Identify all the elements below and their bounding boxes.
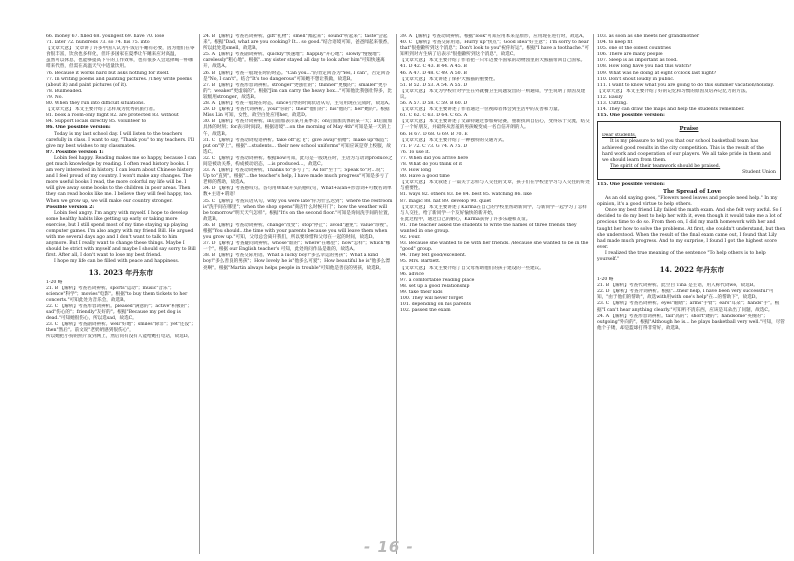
essay-paragraph: Lobin feel angry. I'm angry with myself. I hope to develop some healthy habits like getting up early or taking more exercise, but I still spend most of my time staying up playing computer games. I'm also angry with my friend Bill. He argued with me several days ago and I don't want to talk to him anymore. But I really want to change these things. Maybe I should be strict with myself and maybe I should say sorry to Bill first. After all, I don't want to lose my best friend. — [46, 210, 196, 259]
answer-line: 112. Easily — [597, 94, 623, 100]
version-heading: 87. Possible version 1: — [46, 149, 104, 155]
article-summary: 在此过程中，通过自己的耐心，Karma获得了许多乐趣和友谊。 — [400, 216, 531, 222]
article-summary: 【文章大意】 本文主要讲述了Karma在自己的学校里帮助新同学，与新同学一起学习了怎样与人交往，给了新同学一个友好愉快的新开始， — [400, 204, 587, 216]
answer-line: 110. Don't shout loudly in public. — [597, 76, 675, 82]
column-divider — [593, 34, 594, 554]
answer-line: 105. one of the oldest countries — [597, 46, 671, 52]
answer-line: 99. take their kids — [400, 289, 443, 295]
essay-paragraph: Lobin feel happy. Reading makes me so happy, because I can get much knowledge by reading. I often read history books. I am very interested in history. I can learn about Chinese history and I feel proud of my country. I won't make any changes. The more useful books I read, the more colorful my life will be. I will give away some books to the children in poor areas. Then they can read books like me. I believe they will feel happy, too. When we grow up, we will make our country stronger. — [46, 155, 196, 204]
answer-explanation: 34. D 【解析】考查感叹句。答句用What开头的感叹句，What+a/an+形容词+可数名词单数+主语+谓语！ — [203, 186, 392, 198]
answer-line: 100. They will never forget — [400, 296, 464, 302]
answer-line: 94. They felt good/excellent. — [400, 253, 467, 259]
answer-explanation: 24. B 【解析】考查名词辨析。gift"礼物"；smell"闻起来"；sound"听起来"；taste"尝起来"。根据"Dad, what are you cooking? It... so good."结合语境可知，爸爸闻起来很香，所以此处选smell，故选B。 — [203, 34, 392, 52]
answer-line: 71. later 72. hundreds 73. so 74. his 75. into — [46, 40, 150, 46]
answer-explanation: 31. C 【解析】考查动词短语辨析。take off"起飞"；give away"捐赠"；make up"编造"；put on"穿上"。根据"...students... their new school uniforms"可知应该是穿上校服，故选C。 — [203, 137, 392, 155]
answer-line: 76. To use it. — [400, 149, 430, 155]
answer-line: 66. money 67. filled 68. youngest 69. have 70. lose — [46, 34, 165, 39]
article-summary: 【文章大意】 本文主要讲述了文森特通过参加辩论赛，重新找回自信心，变得乐于交流，结交了一个好朋友，并最终从害羞的男孩蜕变成一名自信开朗的人。 — [400, 119, 590, 131]
article-summary: 【文章大意】 本文叙述了一篇关于怎样与人交往的文章，孩子们在学校里学习与人交往的好处与重要性。 — [400, 180, 590, 192]
column-1 — [46, 34, 196, 554]
version-heading: Possible version 2: — [46, 204, 95, 210]
answer-line: 1-20 略 — [597, 277, 614, 283]
answer-line: 79. No. — [46, 94, 63, 100]
answer-explanation: 35. C 【解析】考查宾语从句。why you were late"你为什么迟到"；where the restroom is"洗手间在哪里"；when the shop opens"商店什么时候开门"；how the weather will be tomorrow"明天天气怎样"。根据"It's on the second floor."可知是询问洗手间的位置，故选B。 — [203, 198, 393, 222]
article-summary: 【文章大意】 本文主要介绍了作者把一只年迈要不国家的动物园里的大熊猫带回自己国家。 — [400, 58, 586, 64]
version-heading: 115. One possible version: — [597, 113, 665, 119]
answer-line: 104. to keep fit — [597, 40, 633, 46]
essay-title: The Spread of Love — [662, 189, 722, 196]
answer-explanation: 40. C 【解析】考查交际用语。Hurry up"快点"；Good idea"好主意"；I'm sorry to hear that"很抱歉听到这个消息"；Don't look to you"祝你好运"。根据"I have a toothache."可知听到对方生病了后表示"很抱歉听到这个消息"，故选C。 — [400, 40, 589, 58]
article-summary: 【文章大意】 本文主要介绍了好的记忆和习惯的原因及培养记忆力的方法。 — [597, 88, 751, 94]
answer-line: 101. depending on his parents — [400, 302, 471, 308]
answer-line: 111. I want to know what you are going to do this summer vacation/holiday. — [597, 82, 774, 88]
answer-line: 102. passed the exam — [400, 308, 451, 314]
answer-explanation: 23. C 【解析】考查名词辨析。eyes"眼睛"；arms"手臂"；ears"耳朵"；hands"手"。根据"I can't hear anything clearly."可知听不清东西，应该是耳朵出了问题，故选C。 — [597, 301, 780, 313]
essay-paragraph: Today is my last school day. I will listen to the teachers carefully in class. I want to say, "Thank you" to my teachers. I'll give my best wishes to my classmates. — [46, 131, 194, 149]
answer-line: 84. Support locals directly 85. volunteer to — [46, 119, 147, 125]
answer-line: 61. C 62. C 63. D 64. C 65. A — [400, 113, 468, 119]
column-divider — [396, 34, 397, 554]
essay-paragraph: Once my best friend Lily failed the math exam. And she felt very awful. So I decided to do my best to help her with it, even though it would take me a lot of precious time to do so. From then on, I did my math homework with her and taught her how to solve the problems. At first, she couldn't understand, but then she understood. When the result of the final exam came out, I found that Lily had made much progress. And to my surprise, I found I got the highest score ever. — [597, 208, 786, 250]
essay-paragraph: As an old saying goes, "Flowers need leaves and people need help." In my opinion, it's a good virtue to help others. — [597, 196, 778, 208]
version-heading: 86. One possible version: — [46, 125, 111, 131]
column-divider — [199, 34, 200, 554]
essay-paragraph: I realized the true meaning of the sentence "To help others is to help yourself." — [597, 250, 766, 262]
answer-explanation: 33. A 【解析】考查动词辨析。Thanks to"多亏了"；As for"至于"；Speak to"对...说"；Up to"直到"。根据"...the teacher's help, I have made much progress"可知是多亏了老师的帮助，故选A。 — [203, 168, 389, 186]
answer-line: 77. When did you arrive here — [400, 155, 469, 161]
essay-title: Praise — [679, 126, 699, 133]
article-summary: 【文章大意】 文章讲了许多中国人认为午饭后午睡有必要，因为他们在零食很丰富，饮食也多样化，但许多国家在夏季让午睡来应对高温， — [46, 46, 195, 58]
answer-explanation: 27. B 【解析】考查形容词辨析。stronger"更强壮的"；thinner"更瘦的"；smaller"更小的"；weaker"更虚弱的"。根据"Jim can carry the heavy box..."可知他比我强壮得多，比较级用stronger，故选B。 — [203, 82, 392, 100]
answer-line: 98. set up a good relationship — [400, 283, 470, 289]
answer-line: 81. ways 82. others 83. be 84. best 85. watching 86. like — [400, 192, 532, 198]
article-summary: 【文章大意】 本文讲述了保护大熊猫的重要性。 — [400, 76, 498, 82]
essay-salutation: Dear students, — [602, 133, 637, 139]
answer-line: 1-20 略 — [46, 279, 63, 285]
answer-line: 46. A 47. D 48. C 49. A 50. B — [400, 70, 467, 76]
answer-explanation: 30. B 【解析】考查介词辨析。in后面加表示某月某季等；on后面加具体的某一天；at后面加具体的时刻；for表示时间段。根据语境"...on the morning of May 4th"可知是某一天的上午，故选B。 — [203, 119, 393, 137]
answer-line: 66. H 67. D 68. G 69. B 70. E — [400, 131, 468, 137]
answer-line: 80. Have a good time — [400, 174, 450, 180]
answer-explanation: 36. B 【解析】考查动词辨析。change"改变"；stop"停止"；avoid"避免"；value"珍视"。根据"You should...the time with your parents because you will leave them when you grow up."可知，父母总会离开我们，所以要珍惜和父母在一起的时间，故选D。 — [203, 222, 391, 241]
answer-line: 92. Four. — [400, 235, 421, 241]
answer-line: 78. Bullheaded. — [46, 88, 83, 94]
answer-line: 87. magic 88. hat 89. develop 90. quiet — [400, 198, 492, 204]
answer-line: 108. How long have you had this watch? — [597, 64, 692, 70]
answer-line: 81. book a room-only flight 82. are protected 83. without — [46, 113, 179, 119]
answer-line: 76. Because it works hard but asks nothing for itself. — [46, 70, 170, 76]
answer-line: 41. D 42. C 43. B 44. A 45. B — [400, 64, 467, 70]
article-summary: 【文章大意】 本文为学校针对学生在外就餐卫生问题发出的一则通知，学生说明了原因及建议。 — [400, 88, 586, 100]
answer-line: 93. Because she wanted to be with her friends. /Because she wanted to be in the "good" group. — [400, 241, 589, 253]
column-2 — [203, 34, 393, 554]
answer-explanation: 32. C 【解析】考查动词辨析。根据now可知，此句是一般现在时，主语为与动词produce之间是被动关系，构成被动语态，...is produced...，故选C。 — [203, 155, 393, 167]
answer-explanation: 37. D 【解析】考查疑问词辨析。whose"谁的"；where"在哪里"；how"怎样"；which"哪一个"。根据 our English teacher's 可知，此处询问作品是谁的，故选A。 — [203, 241, 391, 253]
answer-explanation: 23. C 【解析】考查副词辨析。well"好地"；smiles"除非"；yet"还没"；then"然后"。前文说"老奶奶感到很伤心"， — [46, 322, 196, 334]
answer-line: 96. advice — [400, 271, 424, 277]
section-heading: 14. 2022 年丹东市 — [659, 265, 725, 275]
essay-paragraph: It is my pleasure to tell you that our school basketball team has achieved good results in the city competition. This is the result of the hard work and cooperation of our players. We all take pride in them and we should learn from them. — [602, 139, 771, 163]
model-essay-box — [597, 121, 781, 180]
answer-explanation: 29. D 【解析】考查代词辨析。your"你的"；their"他们的"；his"他的"；her"她的"。根据 Miss Lin 可知，女性，故空白处应用her，故选D。 — [203, 107, 390, 119]
column-4 — [597, 34, 787, 554]
article-summary: 【文章大意】 本文主要介绍了自父母帮助他们的孩子建设的一些建议。 — [400, 265, 544, 271]
article-summary: 【文章大意】 本文主要介绍了一种独特的交通方式。 — [400, 137, 508, 143]
answer-explanation: 28. A 【解析】考查一般现在时态。since引导的时间状语从句，主句用现在完成时，故选A。 — [203, 101, 393, 107]
answer-line: 103. as soon as she meets her grandmother — [597, 34, 700, 39]
page-number: - 16 - — [364, 538, 414, 556]
essay-paragraph: I hope my life can be filled with peace and happiness. — [54, 259, 180, 265]
answer-explanation: 39. A 【解析】考查动词辨析。根据"look"可知应用本来是原形，应用现在进行时，故选A。 — [400, 34, 588, 39]
answer-line: 107. Sleep is as important as food. — [597, 58, 678, 64]
answer-line: 114. They can draw the maps and help the students remember. — [597, 107, 745, 113]
answer-explanation: 26. B 【解析】考查一般现在时的时态。"Can you..."的肯定回答为"Yes, I can"，否定回答是"No, I can't"。结合"It's too dangerous"可知她不想让我做，故选B。 — [203, 70, 391, 82]
answer-explanation: 所以她把小狗的照片发到网上，然后问有没有人能给她打电话，故选D。 — [46, 334, 193, 340]
answer-line: 91. The teacher asked the students to write the names of three friends they wanted in one group. — [400, 222, 577, 234]
answer-line: 71. F 72. C 73. G 74. A 75. D — [400, 143, 468, 149]
answer-explanation: 24. A 【解析】考查形容词辨析。tall"高的"；short"矮的"；handsome"英俊的"；outgoing"外向的"。根据"Although he is... he plays basketball very well."可知，尽管他个子矮，却是篮球打得非常好，故选B。 — [597, 313, 785, 331]
essay-paragraph: The spirit of their teamwork should be praised. — [610, 163, 721, 169]
answer-line: 80. When they run into difficult situations. — [46, 101, 145, 107]
answer-line: 56. A 57. D 58. C 59. B 60. D — [400, 101, 468, 107]
column-3 — [400, 34, 590, 554]
essay-signature: Student Union — [742, 169, 776, 175]
section-heading: 13. 2023 年丹东市 — [88, 267, 154, 277]
answer-line: 77. In writing poems and painting pictures. /They write poems (about it) and paint pictures (of it). — [46, 76, 192, 88]
answer-line: 79. How long — [400, 168, 432, 174]
answer-explanation: 38. B 【解析】考查交际用语。What a lucky boy!"多么幸运的男孩"；What a kind boy!"多么善良的男孩"；How lovely he is"他多么可爱"；How beautiful he is"他多么漂亮啊"。根据"Martin always helps people in trouble"可知他是善良的男孩，故选B。 — [203, 253, 390, 271]
answer-line: 51. B 52. D 53. A 54. A 55. D — [400, 82, 468, 88]
version-heading: 115. One possible version: — [597, 181, 665, 187]
answer-line: 78. What do you think of it — [400, 161, 463, 167]
answer-explanation: 22. D 【解析】考查介词辨析。根据"...their help, I have been very successful"可知，"由于他们的帮助"，故选with用with one's help"在...的帮助下"，故选D。 — [597, 289, 774, 301]
answer-line: 95. Mrs. Bartlett. — [400, 259, 441, 265]
answer-explanation: 25. A 【解析】考查副词辨析。quickly"快速地"；happily"开心地"；slowly"慢慢地"；carelessly"粗心地"。根据"...my sister stayed all day to look after him"可知快速离开，故选A。 — [203, 52, 385, 70]
article-summary: 【文章大意】 本文主要讲述了作者通过一位视障者体会到生活中的友善和力量。 — [400, 107, 563, 113]
answer-line: 109. What was he doing at eight o'clock last night? — [597, 70, 717, 76]
answer-explanation: 21. B 【解析】考查代词辨析。此空白 Tina 是主语，用人称代词we，故选B。 — [597, 283, 758, 289]
answer-explanation: 21. B 【解析】考查名词辨析。sports"运动"；music"音乐"；science"科学"；movies"电影"。根据"to buy them tickets to her concerts."可知此处为音乐会，故选B。 — [46, 285, 188, 303]
answer-line: 113. Cutting. — [597, 101, 628, 107]
article-summary: 虽然可以休息，也能够提高下午的工作效率，也有很多人会选择喝一杯咖啡来代替，但需在高温天气中适量饮用。 — [46, 58, 194, 70]
article-summary: 【文章大意】 本文主要介绍了怎样成为优秀的旅行者。 — [46, 107, 158, 113]
answer-explanation: 22. C 【解析】考查形容词辨析。pleased"满意的"；active"积极的"；sad"伤心的"；friendly"友好的"。根据"Because my pet dog is dead."可知她很伤心，所以选sad，故选C。 — [46, 303, 192, 322]
answer-line: 97. a comfortable reading place — [400, 277, 475, 283]
answer-line: 106. There are many people — [597, 52, 663, 58]
